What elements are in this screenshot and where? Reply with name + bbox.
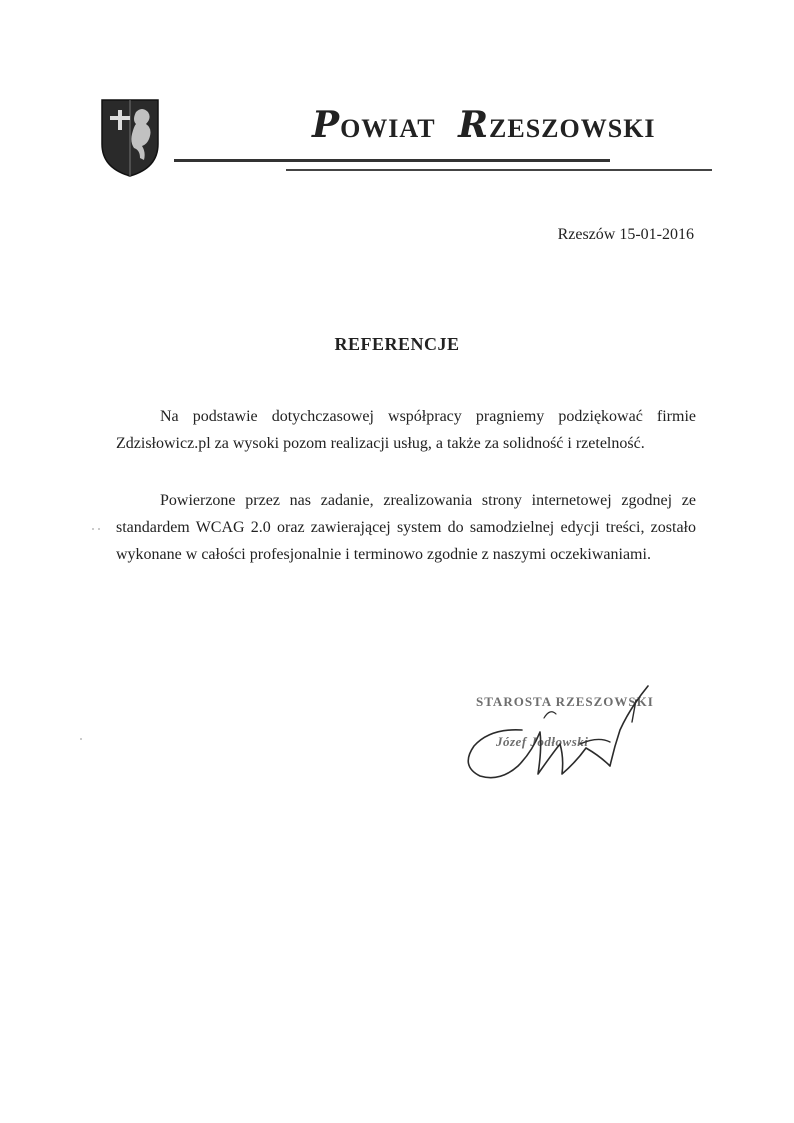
handwritten-signature-icon [460,678,660,788]
paragraph-1: Na podstawie dotychczasowej współpracy pragniemy podziękować firmie Zdzisłowicz.pl za wysoki pozom realizacji usług, a także za solidność i rzetelność. [116,408,696,452]
official-stamp [460,678,660,788]
scan-speck [92,528,94,530]
title-initial-r: R [458,104,490,146]
letter-heading: REFERENCJE [334,334,460,354]
letter-date: Rzeszów 15-01-2016 [557,226,694,243]
title-word-rzeszowski: ZESZOWSKI [489,114,656,143]
title-initial-p: P [312,104,341,146]
letterhead-rule-lower [286,169,712,171]
stamp-official-name: Józef Jodłowski [496,734,589,749]
letterhead-rule-upper [174,159,610,162]
scan-speck [98,528,100,530]
letterhead-title [312,104,656,146]
coat-of-arms-icon [100,98,160,178]
stamp-office-title: STAROSTA RZESZOWSKI [476,694,654,709]
scan-speck [80,738,82,740]
title-word-powiat: OWIAT [340,114,436,143]
paragraph-2: Powierzone przez nas zadanie, zrealizowania strony internetowej zgodnej ze standardem WCAG 2.0 oraz zawierającej system do samodzielnej edycji treści, zostało wykonane w całości profesjonalnie i terminowo zgodnie z naszymi oczekiwaniami. [116,492,696,563]
